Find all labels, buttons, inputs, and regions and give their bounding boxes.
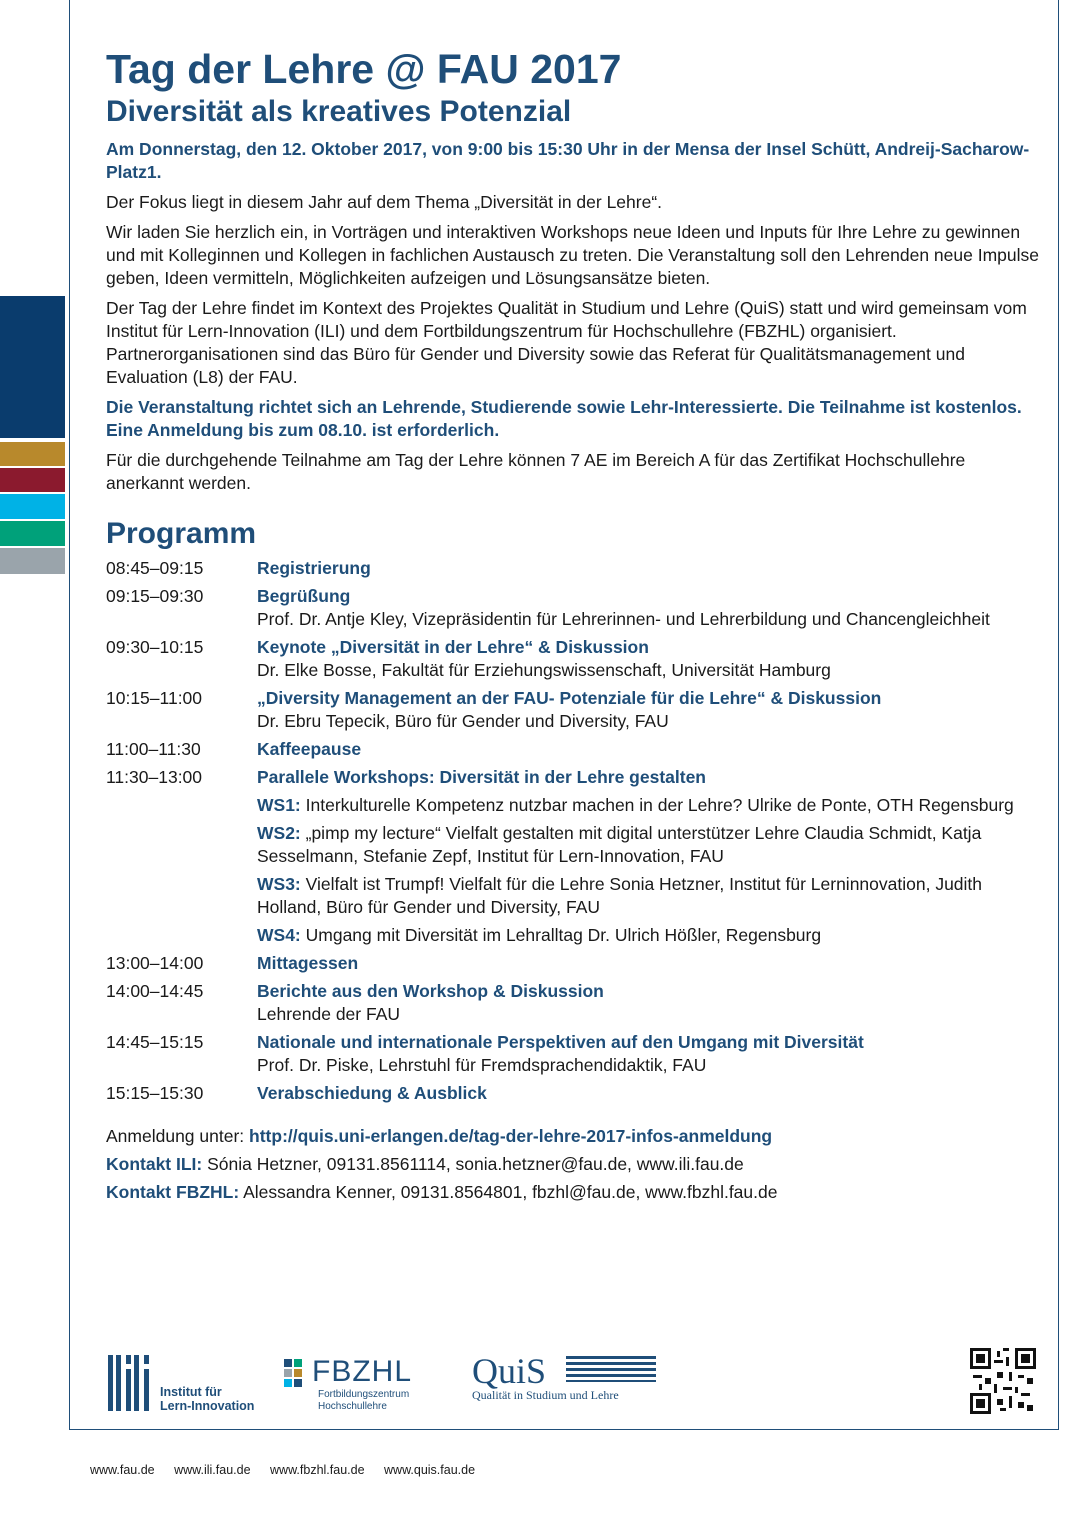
contact-fbzhl-label: Kontakt FBZHL: — [106, 1182, 240, 1202]
programm-time: 11:30–13:00 — [106, 767, 203, 787]
color-stripes — [0, 296, 65, 574]
programm-title: Registrierung — [257, 558, 371, 578]
programm-row — [106, 738, 1046, 761]
programm-row — [106, 557, 1046, 580]
footer-link-ili[interactable]: www.ili.fau.de — [174, 1463, 251, 1477]
programm-title: „Diversity Management an der FAU- Potenziale für die Lehre“ & Diskussion — [257, 688, 882, 708]
registration-link[interactable]: http://quis.uni-erlangen.de/tag-der-lehre-2017-infos-anmeldung — [249, 1126, 773, 1146]
contact-ili-text: Sónia Hetzner, 09131.8561114, sonia.hetzner@fau.de, www.ili.fau.de — [207, 1154, 744, 1174]
programm-detail: Prof. Dr. Piske, Lehrstuhl für Fremdsprachendidaktik, FAU — [257, 1055, 707, 1075]
fbzhl-mark-icon — [284, 1359, 314, 1389]
programm-time: 11:00–11:30 — [106, 739, 201, 759]
workshop-item — [257, 794, 1046, 817]
programm-list — [106, 557, 1046, 1105]
programm-title: Kaffeepause — [257, 739, 362, 759]
programm-row — [106, 1031, 1046, 1077]
programm-time: 13:00–14:00 — [106, 953, 204, 973]
registration-line — [106, 1125, 1046, 1148]
quis-lines-icon — [566, 1356, 656, 1382]
workshop-item — [257, 924, 1046, 947]
stripe-grey — [0, 548, 65, 574]
date-location: Am Donnerstag, den 12. Oktober 2017, von 9:00 bis 15:30 Uhr in der Mensa der Insel Schütt, Andreij-Sacharow-Platz1. — [106, 139, 1030, 182]
focus-text: Der Fokus liegt in diesem Jahr auf dem Thema „Diversität in der Lehre“. — [106, 192, 663, 212]
ili-logo — [106, 1355, 276, 1415]
quis-logo — [472, 1350, 662, 1410]
programm-title: Begrüßung — [257, 586, 351, 606]
workshop-label: WS3: — [257, 874, 301, 894]
programm-row — [106, 766, 1046, 947]
footer-links — [90, 1463, 491, 1477]
stripe-red — [0, 468, 65, 492]
registration-label: Anmeldung unter: — [106, 1126, 245, 1146]
page-title: Tag der Lehre @ FAU 2017 — [106, 46, 622, 92]
workshop-text: Interkulturelle Kompetenz nutzbar machen in der Lehre? Ulrike de Ponte, OTH Regensburg — [305, 795, 1014, 815]
ili-mark-icon — [106, 1355, 156, 1411]
fbzhl-logo-line2: Hochschullehre — [318, 1401, 387, 1412]
programm-title: Keynote „Diversität in der Lehre“ & Diskussion — [257, 637, 649, 657]
footer-link-quis[interactable]: www.quis.fau.de — [384, 1463, 476, 1477]
quis-logo-sub: Qualität in Studium und Lehre — [472, 1388, 619, 1402]
programm-time: 14:00–14:45 — [106, 981, 204, 1001]
programm-row — [106, 1082, 1046, 1105]
footer-link-fau[interactable]: www.fau.de — [90, 1463, 155, 1477]
ili-logo-line2: Lern-Innovation — [160, 1399, 255, 1413]
programm-time: 14:45–15:15 — [106, 1032, 204, 1052]
programm-title: Parallele Workshops: Diversität in der Lehre gestalten — [257, 767, 706, 787]
programm-row — [106, 952, 1046, 975]
page-subtitle: Diversität als kreatives Potenzial — [106, 95, 572, 128]
programm-detail: Prof. Dr. Antje Kley, Vizepräsidentin für Lehrerinnen- und Lehrerbildung und Chancengleichheit — [257, 609, 990, 629]
stripe-navy — [0, 296, 65, 438]
workshop-text: Vielfalt ist Trumpf! Vielfalt für die Lehre Sonia Hetzner, Institut für Lerninnovation, Judith Holland, Büro für Gender und Diversity, FAU — [257, 874, 983, 917]
main-content — [106, 44, 1046, 1209]
context-text: Der Tag der Lehre findet im Kontext des Projektes Qualität in Studium und Lehre (QuiS) statt und wird gemeinsam vom Institut für Lern-Innovation (ILI) und dem Fortbildungszentrum für Hochschullehre (FBZHL) organisiert. Partnerorganisationen sind das Büro für Gender und Diversity sowie das Referat für Qualitätsmanagement und Evaluation (L8) der FAU. — [106, 298, 1027, 387]
programm-detail: Dr. Ebru Tepecik, Büro für Gender und Diversity, FAU — [257, 711, 669, 731]
fbzhl-logo-name: FBZHL — [312, 1355, 413, 1388]
invite-text: Wir laden Sie herzlich ein, in Vorträgen und interaktiven Workshops neue Ideen und Inputs für Ihre Lehre zu gewinnen und mit Kolleginnen und Kollegen in fachlichen Austausch zu treten. Die Veranstaltung soll den Lehrenden neue Impulse geben, Ideen vermitteln, Möglichkeiten aufzeigen und Lösungsansätze bieten. — [106, 222, 1039, 288]
quis-logo-name: QuiS — [472, 1351, 547, 1391]
contact-ili — [106, 1153, 1046, 1176]
fbzhl-logo — [284, 1355, 434, 1415]
programm-time: 09:15–09:30 — [106, 586, 204, 606]
fbzhl-logo-line1: Fortbildungszentrum — [318, 1389, 410, 1400]
workshop-label: WS2: — [257, 823, 301, 843]
programm-title: Mittagessen — [257, 953, 359, 973]
audience-text: Die Veranstaltung richtet sich an Lehrende, Studierende sowie Lehr-Interessierte. Die Teilnahme ist kostenlos. Eine Anmeldung bis zum 08.10. ist erforderlich. — [106, 397, 1022, 440]
workshop-text: Umgang mit Diversität im Lehralltag Dr. Ulrich Hößler, Regensburg — [305, 925, 822, 945]
workshop-text: „pimp my lecture“ Vielfalt gestalten mit digital unterstützer Lehre Claudia Schmidt, Katja Sesselmann, Stefanie Zepf, Institut für Lern-Innovation, FAU — [257, 823, 982, 866]
workshop-item — [257, 822, 1046, 868]
programm-detail: Dr. Elke Bosse, Fakultät für Erziehungswissenschaft, Universität Hamburg — [257, 660, 831, 680]
programm-time: 09:30–10:15 — [106, 637, 204, 657]
footer-link-fbzhl[interactable]: www.fbzhl.fau.de — [270, 1463, 365, 1477]
programm-row — [106, 980, 1046, 1026]
stripe-gold — [0, 442, 65, 466]
workshop-label: WS1: — [257, 795, 301, 815]
certificate-text: Für die durchgehende Teilnahme am Tag der Lehre können 7 AE im Bereich A für das Zertifikat Hochschullehre anerkannt werden. — [106, 450, 966, 493]
contact-fbzhl — [106, 1181, 1046, 1204]
programm-row — [106, 636, 1046, 682]
programm-row — [106, 687, 1046, 733]
programm-title: Nationale und internationale Perspektiven auf den Umgang mit Diversität — [257, 1032, 864, 1052]
programm-detail: Lehrende der FAU — [257, 1004, 401, 1024]
programm-time: 15:15–15:30 — [106, 1083, 204, 1103]
programm-time: 08:45–09:15 — [106, 558, 204, 578]
programm-title: Verabschiedung & Ausblick — [257, 1083, 487, 1103]
qr-code-icon — [970, 1348, 1036, 1414]
stripe-green — [0, 521, 65, 546]
contact-fbzhl-text: Alessandra Kenner, 09131.8564801, fbzhl@fau.de, www.fbzhl.fau.de — [243, 1182, 778, 1202]
programm-heading: Programm — [106, 517, 257, 550]
contact-block — [106, 1125, 1046, 1204]
logo-row — [106, 1350, 1046, 1420]
workshop-label: WS4: — [257, 925, 301, 945]
workshop-item — [257, 873, 1046, 919]
stripe-cyan — [0, 494, 65, 519]
programm-title: Berichte aus den Workshop & Diskussion — [257, 981, 604, 1001]
programm-row — [106, 585, 1046, 631]
contact-ili-label: Kontakt ILI: — [106, 1154, 203, 1174]
programm-time: 10:15–11:00 — [106, 688, 203, 708]
ili-logo-line1: Institut für — [160, 1385, 222, 1399]
